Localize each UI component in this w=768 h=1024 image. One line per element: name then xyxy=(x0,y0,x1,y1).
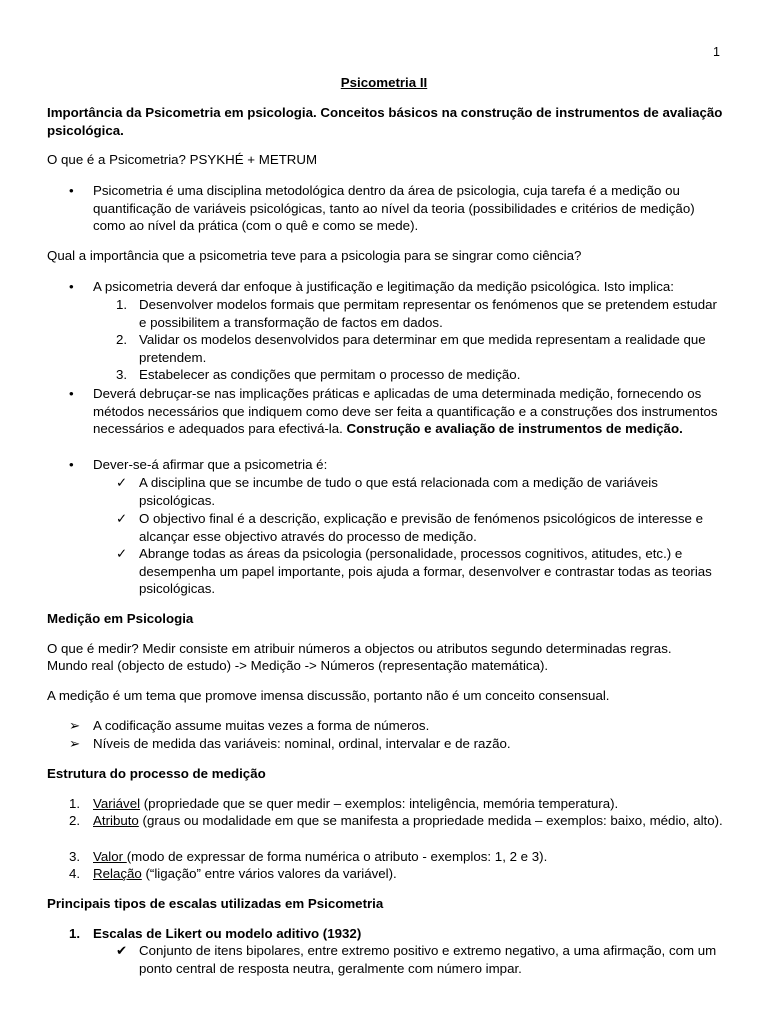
list-number: 2. xyxy=(116,332,128,347)
list-item xyxy=(47,925,727,943)
list-item xyxy=(47,865,727,883)
estrutura-desc: (propriedade que se quer medir – exemplos: inteligência, memória temperatura). xyxy=(140,796,619,811)
bullet-icon: • xyxy=(69,279,74,294)
section-heading-escalas: Principais tipos de escalas utilizadas em Psicometria xyxy=(47,896,384,911)
afirmar-item-text: Abrange todas as áreas da psicologia (personalidade, processos cognitivos, atitudes, etc.) e desempenha um papel importante, pois ajuda a formar, desenvolver e contrastar todas as teorias psicológicas. xyxy=(139,546,712,596)
likert-heading: Escalas de Likert ou modelo aditivo (1932) xyxy=(93,926,362,941)
question-oque: O que é a Psicometria? PSYKHÉ + METRUM xyxy=(47,152,318,167)
estrutura-term: Valor xyxy=(93,849,127,864)
section-heading-importancia: Importância da Psicometria em psicologia. Conceitos básicos na construção de instrumentos de avaliação psicológica. xyxy=(47,105,723,138)
list-number: 3. xyxy=(116,367,128,382)
question-importancia: Qual a importância que a psicometria teve para a psicologia para se singrar como ciência? xyxy=(47,248,582,263)
bullet-debrucar-text: Deverá debruçar-se nas implicações práticas e aplicadas de uma determinada medição, fornecendo os métodos necessários que indiquem como deve ser feita a quantificação e a construções dos instrumentos necessários e adequados para efectivá-la. xyxy=(93,386,718,436)
list-number: 2. xyxy=(69,813,81,828)
enfoque-item-text: Estabelecer as condições que permitam o processo de medição. xyxy=(139,367,521,382)
arrow-item-text: A codificação assume muitas vezes a forma de números. xyxy=(93,718,430,733)
bullet-debrucar xyxy=(93,385,727,438)
estrutura-desc: (“ligação” entre vários valores da variável). xyxy=(141,866,397,881)
estrutura-desc: (graus ou modalidade em que se manifesta a propriedade medida – exemplos: baixo, médio, alto). xyxy=(138,813,723,828)
list-item xyxy=(47,795,727,813)
bullet-enfoque: A psicometria deverá dar enfoque à justificação e legitimação da medição psicológica. Isto implica: xyxy=(93,279,674,294)
list-item xyxy=(47,717,727,735)
checkmark-icon: ✓ xyxy=(116,511,128,526)
estrutura-item xyxy=(93,812,727,830)
list-number: 4. xyxy=(69,866,81,881)
likert-item-text: Conjunto de itens bipolares, entre extremo positivo e extremo negativo, a uma afirmação, com um ponto central de resposta neutra, geralmente com número impar. xyxy=(139,943,717,976)
bullet-icon: • xyxy=(69,183,74,198)
estrutura-term: Relação xyxy=(93,866,142,881)
list-item xyxy=(47,474,727,509)
afirmar-item-text: A disciplina que se incumbe de tudo o que está relacionada com a medição de variáveis psicológicas. xyxy=(139,475,658,508)
checkmark-icon: ✓ xyxy=(116,475,128,490)
estrutura-item xyxy=(93,795,727,813)
list-number: 1. xyxy=(69,796,81,811)
checkmark-icon: ✓ xyxy=(116,546,128,561)
list-item xyxy=(47,278,727,296)
afirmar-item-text: O objectivo final é a descrição, explicação e previsão de fenómenos psicológicos de interesse e alcançar esse objectivo através do processo de medição. xyxy=(139,511,703,544)
section-heading-estrutura: Estrutura do processo de medição xyxy=(47,766,266,781)
bullet-debrucar-bold: Construção e avaliação de instrumentos de medição. xyxy=(346,421,683,436)
checkmark-icon: ✔ xyxy=(116,943,128,958)
list-item xyxy=(47,848,727,866)
list-item xyxy=(47,545,727,598)
medir-line2: Mundo real (objecto de estudo) -> Medição -> Números (representação matemática). xyxy=(47,658,549,673)
list-number: 1. xyxy=(116,297,128,312)
arrow-bullet-icon: ➢ xyxy=(69,736,81,751)
list-number: 3. xyxy=(69,849,81,864)
estrutura-item xyxy=(93,848,727,866)
enfoque-item-text: Desenvolver modelos formais que permitam representar os fenómenos que se pretendem estudar e possibilitem a transformação de factos em dados. xyxy=(139,297,717,330)
estrutura-term: Variável xyxy=(93,796,141,811)
list-item xyxy=(47,456,727,474)
list-item xyxy=(47,385,727,438)
bullet-icon: • xyxy=(69,386,74,401)
list-item xyxy=(47,812,727,830)
list-item xyxy=(47,942,727,977)
section-heading-medicao: Medição em Psicologia xyxy=(47,611,194,626)
list-item xyxy=(47,735,727,753)
bullet-icon: • xyxy=(69,457,74,472)
list-item xyxy=(47,366,727,384)
arrow-item-text: Níveis de medida das variáveis: nominal, ordinal, intervalar e de razão. xyxy=(93,736,511,751)
medicao-tema: A medição é um tema que promove imensa discussão, portanto não é um conceito consensual. xyxy=(47,688,610,703)
estrutura-desc: (modo de expressar de forma numérica o atributo - exemplos: 1, 2 e 3). xyxy=(126,849,548,864)
page-number: 1 xyxy=(713,45,720,59)
document-title: Psicometria II xyxy=(340,75,428,90)
bullet-definicao: Psicometria é uma disciplina metodológica dentro da área de psicologia, cuja tarefa é a medição ou quantificação de variáveis psicológicas, tanto ao nível da teoria (possibilidades e critérios de medição) como ao nível da prática (com o quê e como se mede). xyxy=(93,183,695,233)
arrow-bullet-icon: ➢ xyxy=(69,718,81,733)
enfoque-item-text: Validar os modelos desenvolvidos para determinar em que medida representam a realidade que pretendem. xyxy=(139,332,706,365)
list-number: 1. xyxy=(69,926,81,941)
list-item xyxy=(47,510,727,545)
list-item xyxy=(47,331,727,366)
medir-line1: O que é medir? Medir consiste em atribuir números a objectos ou atributos segundo determinadas regras. xyxy=(47,641,672,656)
estrutura-item xyxy=(93,865,727,883)
list-item xyxy=(47,182,727,235)
estrutura-term: Atributo xyxy=(93,813,139,828)
bullet-afirmar: Dever-se-á afirmar que a psicometria é: xyxy=(93,457,328,472)
list-item xyxy=(47,296,727,331)
